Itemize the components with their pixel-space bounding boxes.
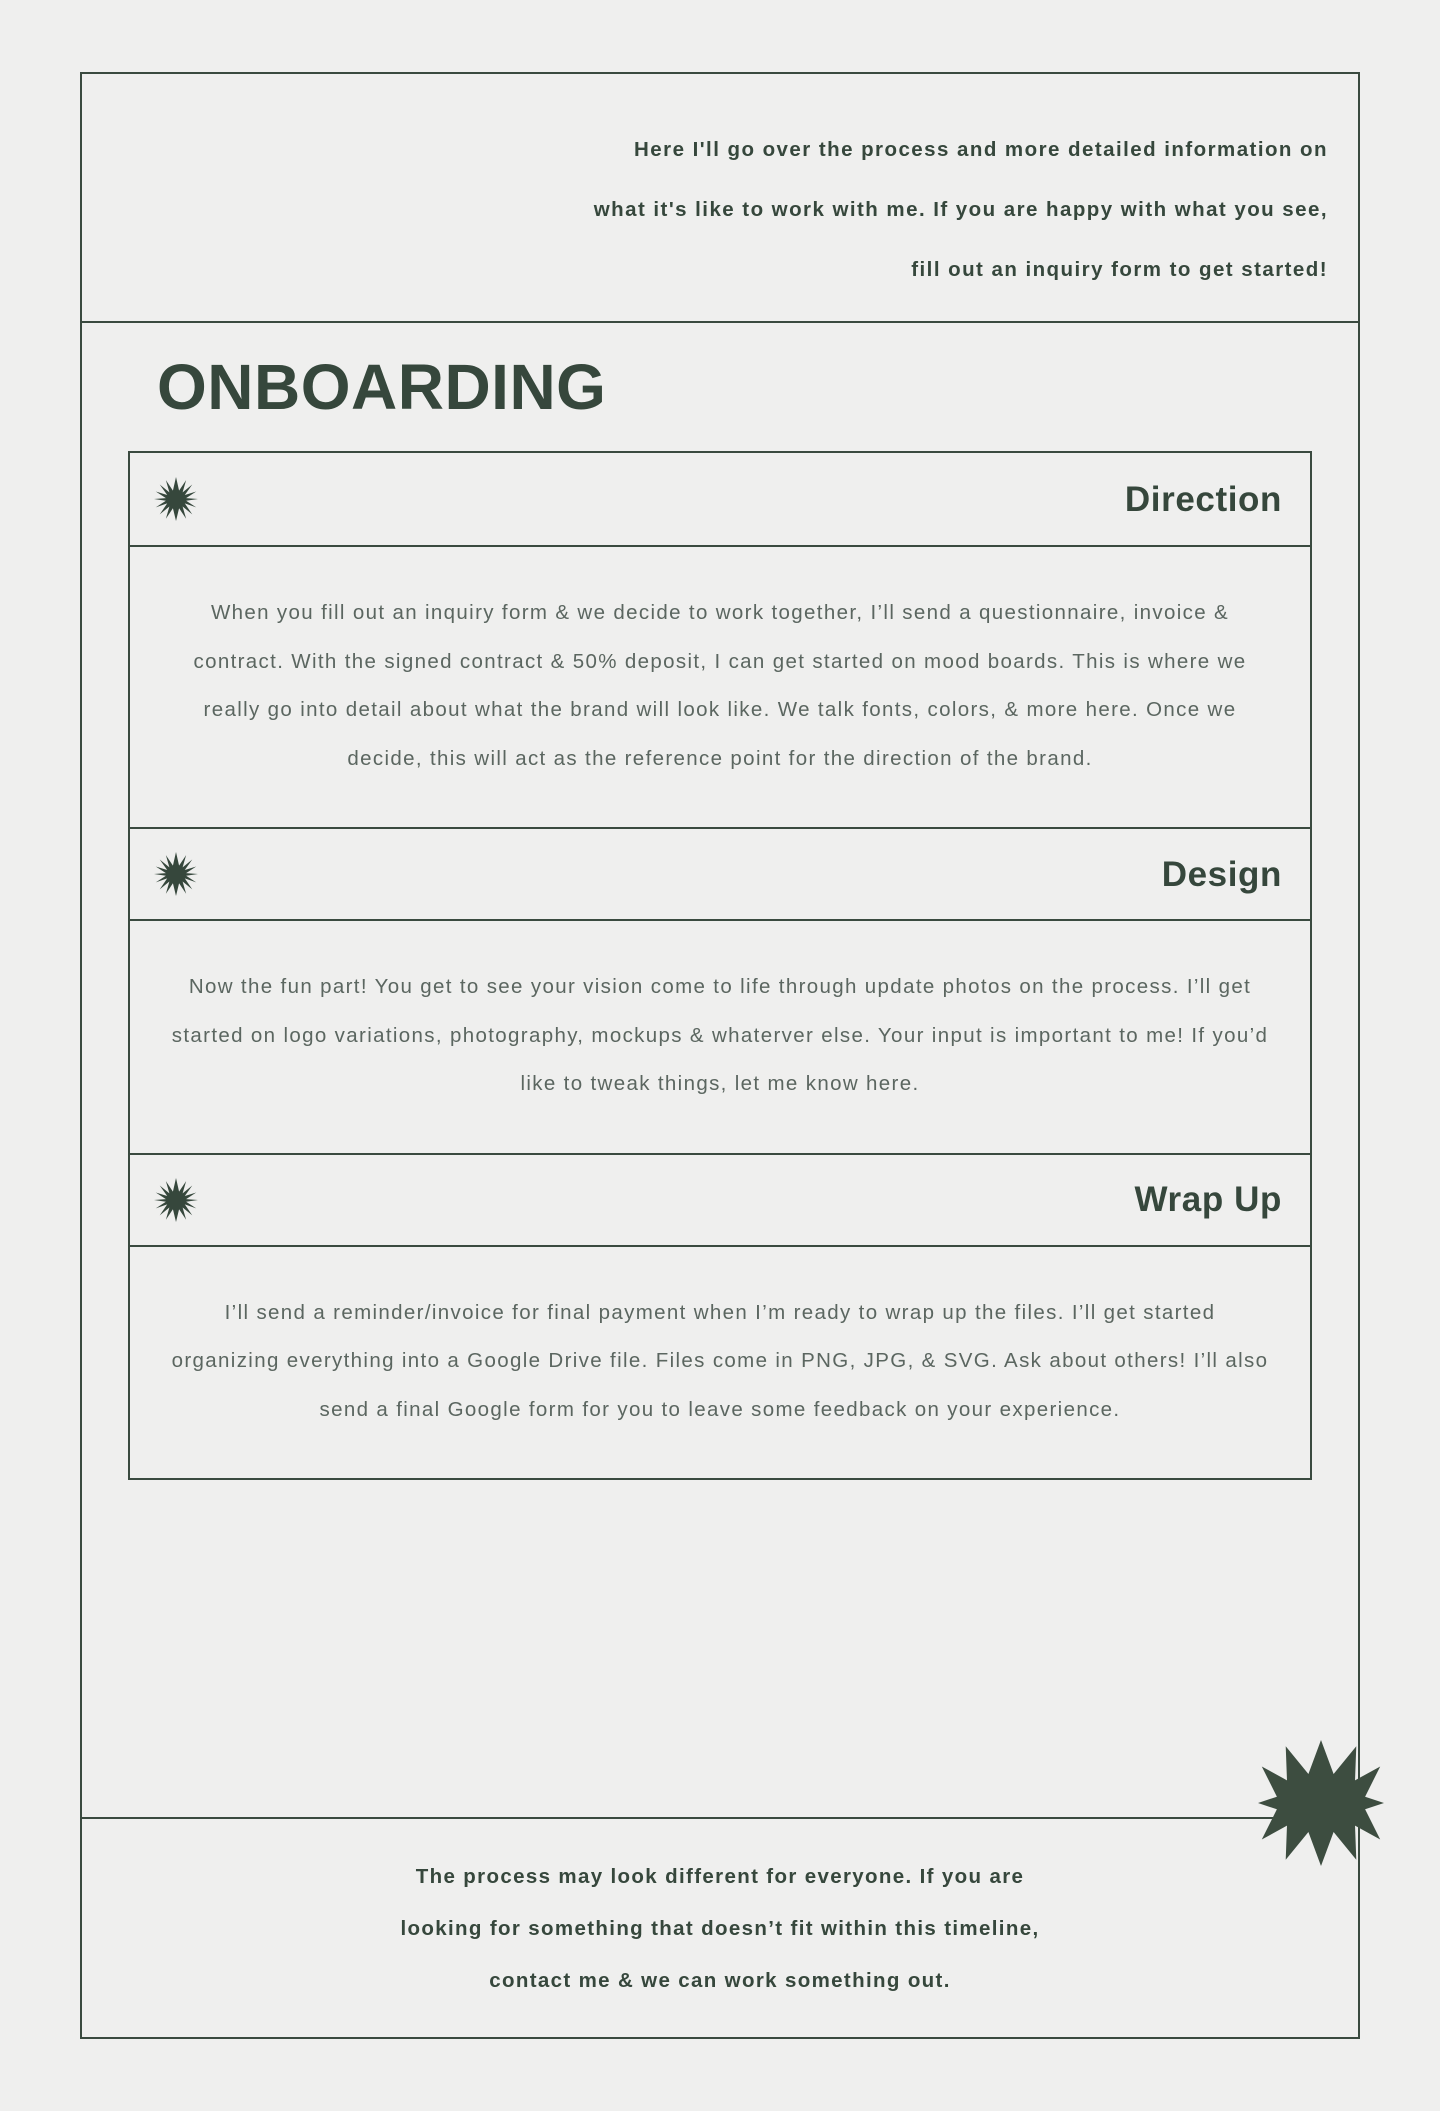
card-title-wrap-up: Wrap Up bbox=[1134, 1180, 1282, 1219]
intro-line-1: Here I'll go over the process and more detailed information on bbox=[634, 137, 1328, 161]
card-text-direction: When you fill out an inquiry form & we decide to work together, I’ll send a questionnaire, invoice & contract. With the signed contract & 50% deposit, I can get started on mood boards. This is where we really go into detail about what the brand will look like. We talk fonts, colors, & more here. Once we decide, this will act as the reference point for the direction of the brand. bbox=[193, 601, 1247, 770]
footer-line-3: contact me & we can work something out. bbox=[489, 1969, 951, 1992]
intro-line-3: fill out an inquiry form to get started! bbox=[911, 257, 1328, 281]
starburst-icon bbox=[154, 1178, 198, 1222]
card-text-wrap-up: I’ll send a reminder/invoice for final payment when I’m ready to wrap up the files. I’ll get started organizing everything into a Google Drive file. Files come in PNG, JPG, & SVG. Ask about others! I’ll also send a final Google form for you to leave some feedback on your experience. bbox=[171, 1300, 1269, 1421]
starburst-icon bbox=[154, 852, 198, 896]
footer-line-1: The process may look different for everyone. If you are bbox=[415, 1865, 1025, 1888]
main-body-region bbox=[80, 323, 1360, 1817]
starburst-icon bbox=[154, 477, 198, 521]
card-header-wrap-up bbox=[130, 1153, 1310, 1247]
card-body-direction bbox=[130, 547, 1310, 827]
page-title: ONBOARDING bbox=[157, 351, 607, 423]
card-body-wrap-up bbox=[130, 1247, 1310, 1479]
card-header-direction bbox=[130, 453, 1310, 547]
intro-band bbox=[80, 72, 1360, 323]
card-title-design: Design bbox=[1161, 854, 1282, 894]
card-body-design bbox=[130, 921, 1310, 1153]
card-title-direction: Direction bbox=[1124, 479, 1282, 519]
intro-line-2: what it's like to work with me. If you are happy with what you see, bbox=[593, 197, 1328, 221]
starburst-decoration bbox=[1258, 1740, 1384, 1866]
footer-band bbox=[80, 1817, 1360, 2039]
card-header-design bbox=[130, 827, 1310, 921]
footer-line-2: looking for something that doesn’t fit within this timeline, bbox=[400, 1917, 1040, 1940]
card-text-design: Now the fun part! You get to see your vision come to life through update photos on the process. I’ll get started on logo variations, photography, mockups & whaterver else. Your input is important to me! If you’d like to tweak things, let me know here. bbox=[171, 975, 1269, 1095]
process-cards-stack bbox=[128, 451, 1312, 1480]
